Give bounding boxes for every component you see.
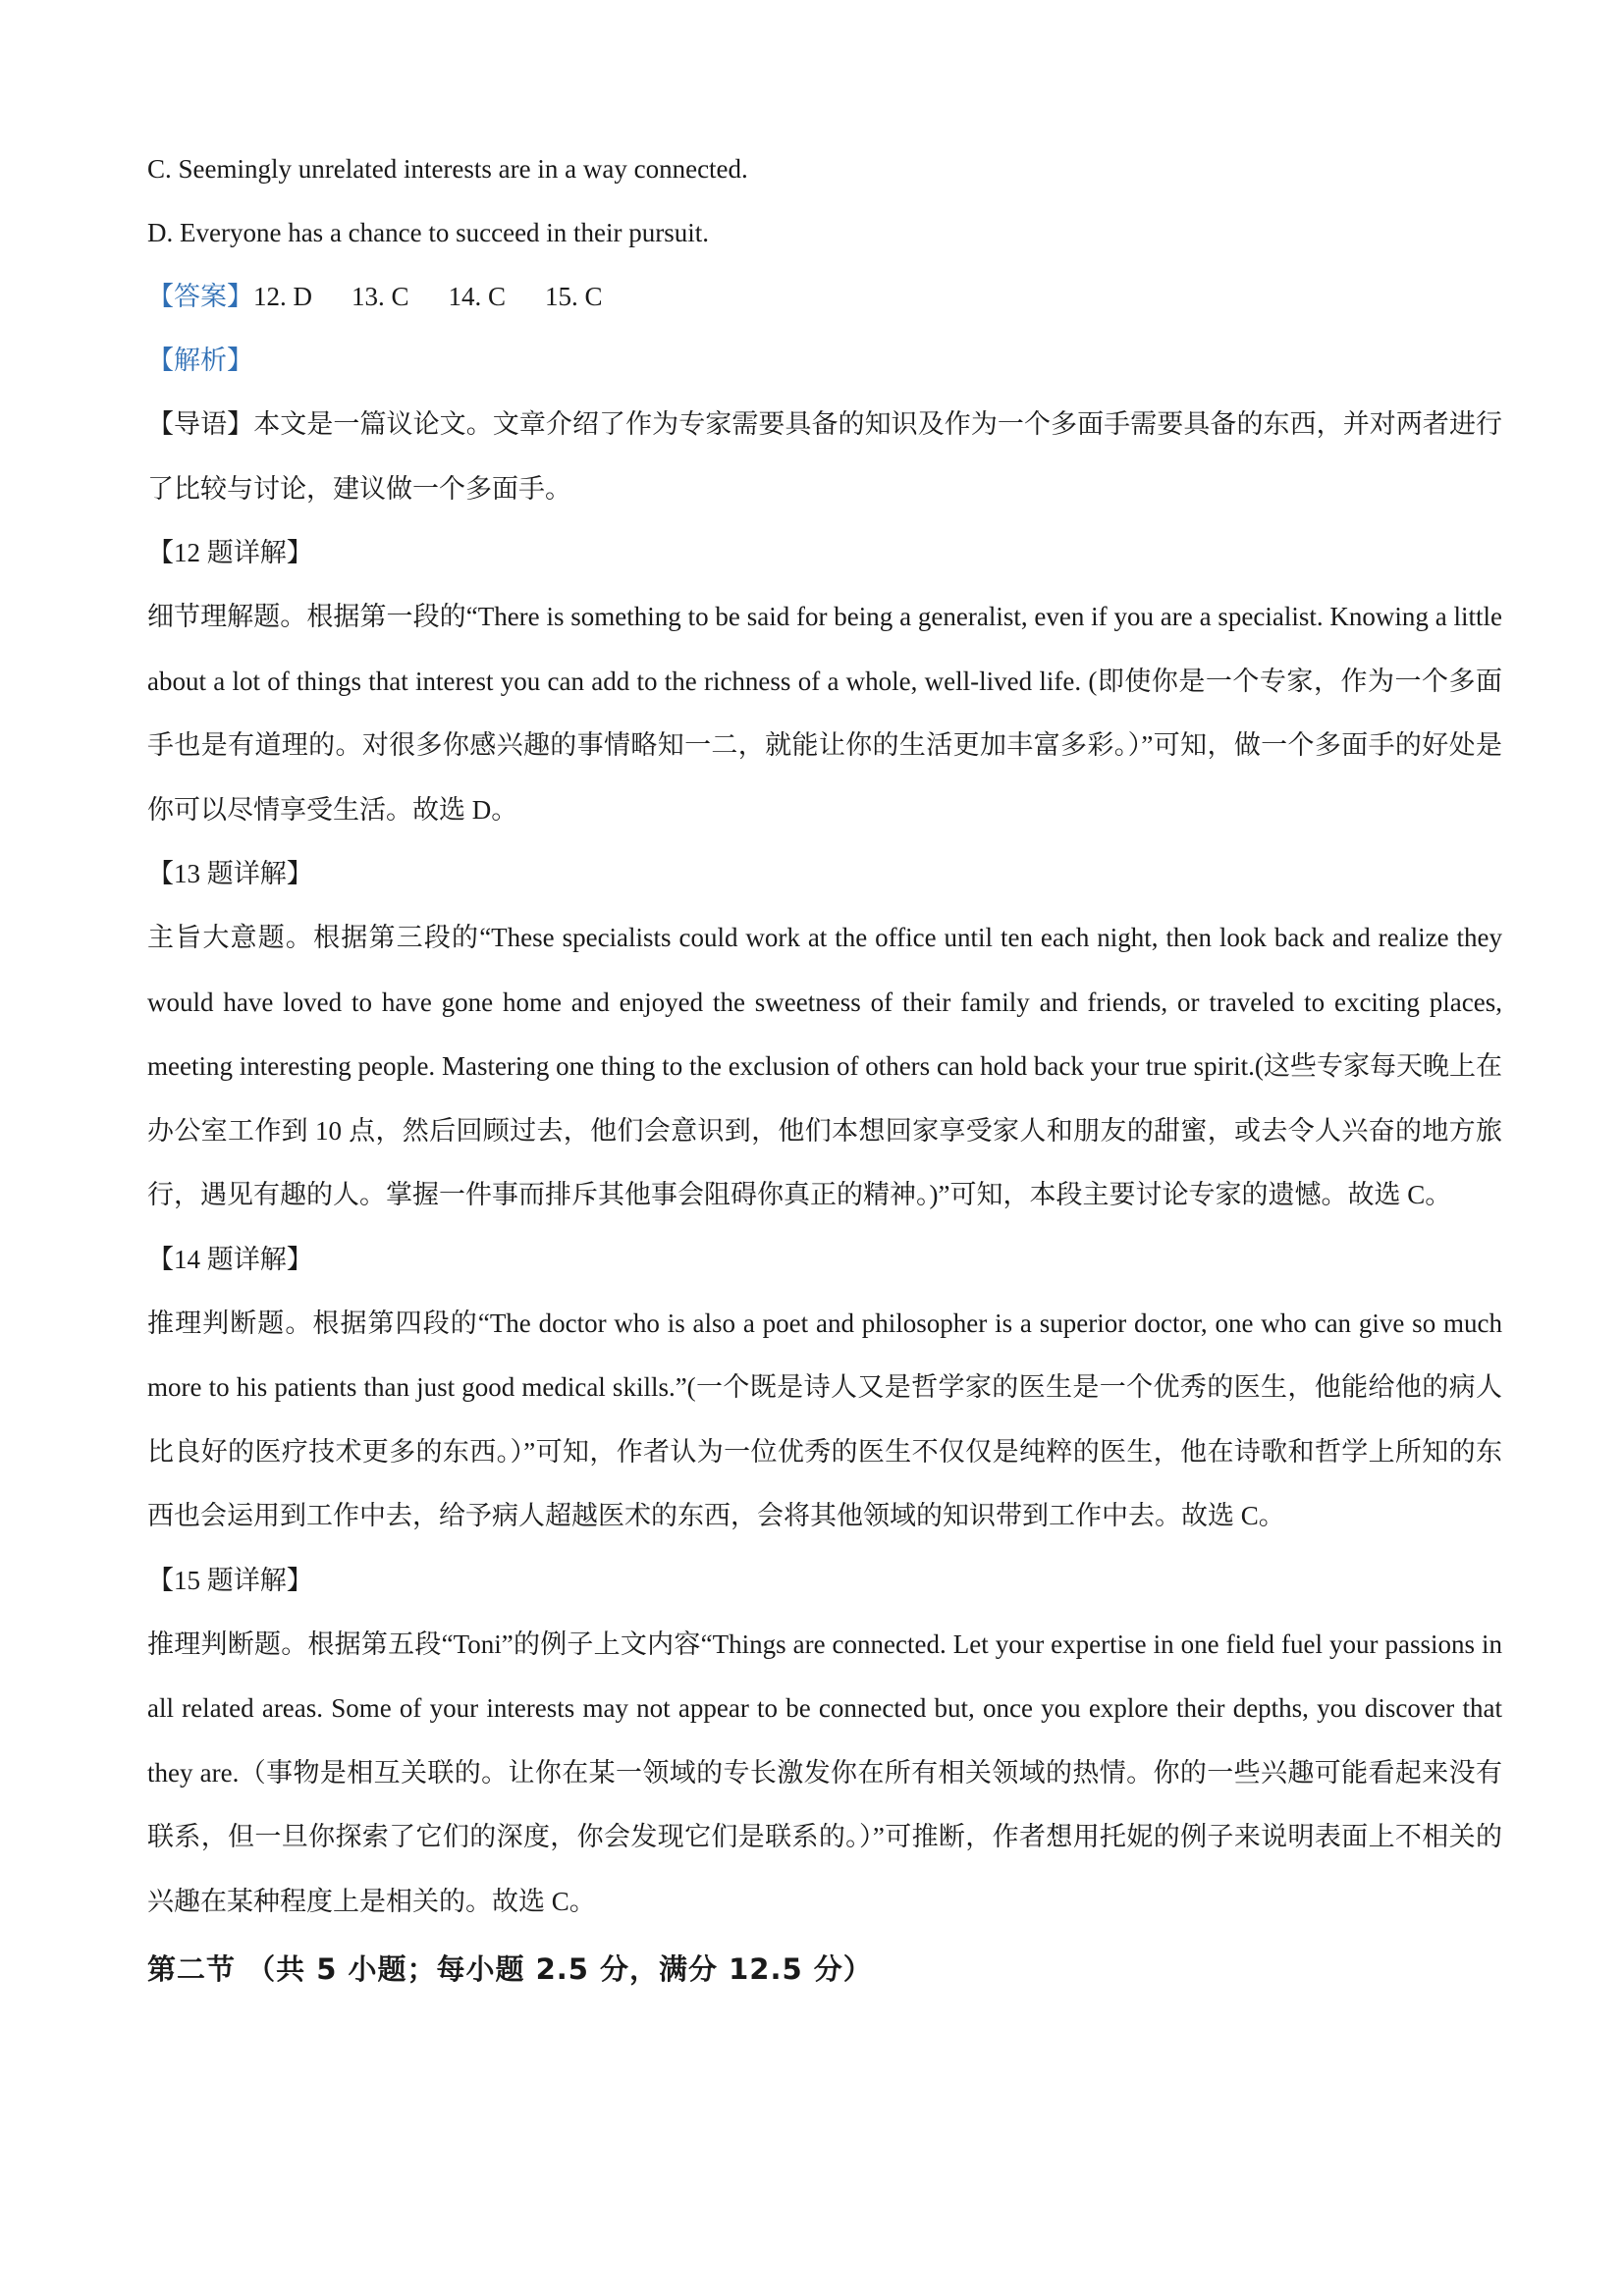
section-title: 第二节 （共 5 小题；每小题 2.5 分，满分 12.5 分） [147,1952,873,1986]
answer-item: 12. D [253,282,312,311]
q14-heading: 【14 题详解】 [147,1244,313,1274]
option-d: D. Everyone has a chance to succeed in their pursuit. [147,218,710,247]
document-page [147,137,1502,2002]
q12-heading: 【12 题详解】 [147,538,313,567]
q14-explanation: 推理判断题。根据第四段的“The doctor who is also a poet and philosopher is a superior doctor, one who can give so much more to his patients than just good medical skills.”(一个既是诗人又是哲学家的医生是一个优秀的医生，他能给他的病人比良好的医疗技术更多的东西。）”可知，作者认为一位优秀的医生不仅仅是纯粹的医生，他在诗歌和哲学上所知的东西也会运用到工作中去，给予病人超越医术的东西，会将其他领域的知识带到工作中去。故选 C。 [147,1308,1502,1530]
answer-label: 【答案】 [147,282,253,311]
answer-item: 13. C [352,282,409,311]
analysis-label: 【解析】 [147,346,253,375]
q13-heading: 【13 题详解】 [147,859,313,888]
answer-item: 15. C [545,282,603,311]
intro-paragraph: 【导语】本文是一篇议论文。文章介绍了作为专家需要具备的知识及作为一个多面手需要具备的东西，并对两者进行了比较与讨论，建议做一个多面手。 [147,409,1502,504]
q15-explanation: 推理判断题。根据第五段“Toni”的例子上文内容“Things are connected. Let your expertise in one field fuel your passions in all related areas. Some of your interests may not appear to be connected but, once you explore their depths, you discover that they are.（事物是相互关联的。让你在某一领域的专长激发你在所有相关领域的热情。你的一些兴趣可能看起来没有联系，但一旦你探索了它们的深度，你会发现它们是联系的。）”可推断，作者想用托妮的例子来说明表面上不相关的兴趣在某种程度上是相关的。故选 C。 [147,1629,1502,1916]
q12-explanation: 细节理解题。根据第一段的“There is something to be said for being a generalist, even if you are a specialist. Knowing a little about a lot of things that interest you can add to the richness of a whole, well-lived life. (即使你是一个专家，作为一个多面手也是有道理的。对很多你感兴趣的事情略知一二，就能让你的生活更加丰富多彩。）”可知，做一个多面手的好处是你可以尽情享受生活。故选 D。 [147,602,1502,825]
answer-item: 14. C [448,282,507,311]
q13-explanation: 主旨大意题。根据第三段的“These specialists could work at the office until ten each night, then look back and realize they would have loved to have gone home and enjoyed the sweetness of their family and friends, or traveled to exciting places, meeting interesting people. Mastering one thing to the exclusion of others can hold back your true spirit.(这些专家每天晚上在办公室工作到 10 点，然后回顾过去，他们会意识到，他们本想回家享受家人和朋友的甜蜜，或去令人兴奋的地方旅行，遇见有趣的人。掌握一件事而排斥其他事会阻碍你真正的精神。)”可知，本段主要讨论专家的遗憾。故选 C。 [147,923,1502,1209]
option-c: C. Seemingly unrelated interests are in a way connected. [147,154,748,184]
answer-line [147,265,1502,329]
q15-heading: 【15 题详解】 [147,1565,313,1595]
